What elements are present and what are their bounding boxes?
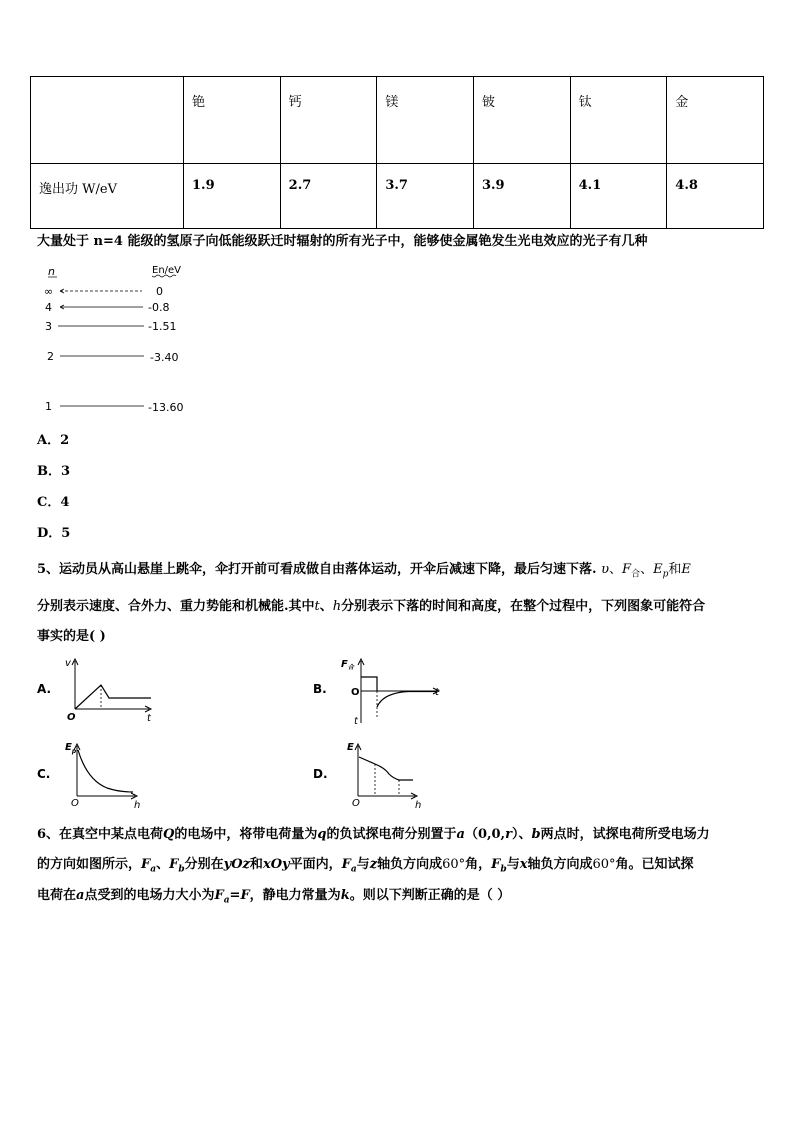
q6-text: 6、在真空中某点电荷 bbox=[37, 827, 164, 842]
angle-value: 60° bbox=[592, 857, 616, 872]
graph-d-y: E bbox=[347, 742, 354, 753]
metal-cell: 镁 bbox=[377, 77, 474, 164]
symbol-fa-sub: a bbox=[150, 864, 157, 875]
energy-level-diagram bbox=[40, 258, 210, 418]
graph-b-origin: O bbox=[351, 687, 360, 698]
metal-cell: 钛 bbox=[570, 77, 667, 164]
point-a: a bbox=[76, 888, 85, 903]
q6-text: 。则以下判断正确的是（ ） bbox=[349, 888, 511, 903]
symbol-ep: E bbox=[653, 562, 663, 577]
q6-text: 与 bbox=[506, 857, 520, 872]
graph-b-bottom-label: t bbox=[354, 716, 358, 727]
q6-line-3 bbox=[37, 884, 510, 906]
q6-line-1 bbox=[37, 823, 710, 842]
symbol-t: t bbox=[314, 599, 320, 614]
graph-b-x: t bbox=[435, 687, 439, 698]
graph-b-y: $F_合$ bbox=[341, 659, 354, 671]
symbol-fb: F bbox=[491, 857, 501, 872]
level-e-1: -13.60 bbox=[148, 401, 184, 414]
level-e-2: -3.40 bbox=[150, 351, 179, 364]
table-header-row bbox=[31, 77, 764, 164]
value-cell: 2.7 bbox=[280, 164, 377, 229]
equals-f: =F bbox=[229, 888, 250, 903]
graph-c-origin: O bbox=[71, 798, 79, 809]
level-n-1: 1 bbox=[45, 400, 52, 413]
value-cell: 3.7 bbox=[377, 164, 474, 229]
graph-c-label: C. bbox=[37, 767, 51, 781]
symbol-e: E bbox=[681, 562, 691, 577]
angle-value: 60° bbox=[442, 857, 466, 872]
axis-x: x bbox=[519, 857, 528, 872]
q5-text-2b: 分别表示下落的时间和高度，在整个过程中，下列图象可能符合 bbox=[341, 599, 706, 614]
q6-text: ，静电力常量为 bbox=[249, 888, 341, 903]
symbol-fa: F bbox=[341, 857, 351, 872]
work-function-table bbox=[30, 76, 764, 229]
q6-text: 角。已知试探 bbox=[615, 857, 694, 872]
symbol-k: k bbox=[340, 888, 350, 903]
q4-text: 大量处于 n=4 能级的氢原子向低能级跃迁时辐射的所有光子中，能够使金属铯发生光电效应的光子有几种 bbox=[37, 234, 648, 249]
graph-d-label: D. bbox=[313, 767, 328, 781]
q6-text: （0,0, bbox=[464, 827, 506, 842]
symbol-ep-sub: p bbox=[662, 569, 669, 580]
q4-option-d[interactable]: D．5 bbox=[37, 526, 71, 541]
q6-text: 点受到的电场力大小为 bbox=[84, 888, 215, 903]
symbol-fa-sub: a bbox=[223, 895, 230, 906]
graph-d[interactable] bbox=[313, 740, 453, 815]
level-n-2: 2 bbox=[47, 350, 54, 363]
metal-cell: 钙 bbox=[280, 77, 377, 164]
plane-yoz: yOz bbox=[223, 857, 250, 872]
metal-cell: 金 bbox=[667, 77, 764, 164]
separator: 、 bbox=[609, 562, 623, 577]
q6-text: 的电场中，将带电荷量为 bbox=[174, 827, 318, 842]
q4-option-b[interactable]: B．3 bbox=[37, 464, 71, 479]
q6-text: 分别在 bbox=[184, 857, 224, 872]
level-e-4: -0.8 bbox=[148, 301, 170, 314]
symbol-q-charge: Q bbox=[163, 827, 175, 842]
level-n-4: 4 bbox=[45, 301, 52, 314]
plane-xoy: xOy bbox=[262, 857, 290, 872]
q5-text-2a: 分别表示速度、合外力、重力势能和机械能.其中 bbox=[37, 599, 315, 614]
symbol-q: q bbox=[317, 827, 327, 842]
value-cell: 3.9 bbox=[473, 164, 570, 229]
table-corner-cell bbox=[31, 77, 184, 164]
q5-line-3: 事实的是( ) bbox=[37, 629, 106, 644]
q6-text: ）、 bbox=[511, 827, 532, 842]
symbol-fb: F bbox=[169, 857, 179, 872]
q6-text: 电荷在 bbox=[37, 888, 77, 903]
q6-text: 轴负方向成 bbox=[377, 857, 443, 872]
q6-text: 与 bbox=[356, 857, 370, 872]
q6-text: 两点时，试探电荷所受电场力 bbox=[540, 827, 710, 842]
q6-text: 轴负方向成 bbox=[527, 857, 593, 872]
symbol-h: h bbox=[332, 599, 342, 614]
symbol-r: r bbox=[505, 827, 512, 842]
value-cell: 4.8 bbox=[667, 164, 764, 229]
graph-d-origin: O bbox=[352, 798, 360, 809]
graph-d-x: h bbox=[415, 800, 422, 811]
graph-c[interactable] bbox=[37, 740, 177, 815]
point-a: a bbox=[456, 827, 465, 842]
row-label-cell: 逸出功 W/eV bbox=[31, 164, 184, 229]
q5-text-1: 5、运动员从高山悬崖上跳伞，伞打开前可看成做自由落体运动，开伞后减速下降，最后匀速下落. bbox=[37, 562, 597, 577]
q6-text: 平面内， bbox=[289, 857, 342, 872]
graph-b[interactable] bbox=[313, 655, 453, 730]
q6-text: 的方向如图所示， bbox=[37, 857, 142, 872]
q5-line-1 bbox=[37, 558, 691, 580]
and-word: 和 bbox=[668, 562, 682, 577]
graph-a-y: v bbox=[65, 658, 71, 669]
graph-c-y: $E_p$ bbox=[65, 742, 77, 755]
axis-z: z bbox=[369, 857, 378, 872]
symbol-f: F bbox=[622, 562, 632, 577]
symbol-f-sub: 合 bbox=[631, 569, 641, 580]
graph-a-origin: O bbox=[67, 712, 76, 723]
symbol-fb-sub: b bbox=[500, 864, 507, 875]
level-e-inf: 0 bbox=[156, 285, 163, 298]
graph-a-x: t bbox=[147, 713, 151, 724]
graph-a-label: A. bbox=[37, 682, 52, 696]
separator: 、 bbox=[319, 599, 333, 614]
n-header: n bbox=[48, 265, 55, 278]
separator: 、 bbox=[640, 562, 654, 577]
q6-text: 角， bbox=[465, 857, 492, 872]
value-cell: 4.1 bbox=[570, 164, 667, 229]
point-b: b bbox=[531, 827, 541, 842]
symbol-v: υ bbox=[601, 562, 610, 577]
graph-b-label: B. bbox=[313, 682, 327, 696]
q4-option-c[interactable]: C．4 bbox=[37, 495, 70, 510]
level-n-inf: ∞ bbox=[44, 285, 54, 298]
energy-header: En/eV bbox=[152, 265, 182, 276]
q6-text: 的负试探电荷分别置于 bbox=[326, 827, 457, 842]
symbol-fa: F bbox=[214, 888, 224, 903]
symbol-fb-sub: b bbox=[178, 864, 185, 875]
q6-line-2 bbox=[37, 853, 694, 875]
q6-text: 、 bbox=[156, 857, 170, 872]
graph-c-x: h bbox=[134, 800, 141, 811]
value-cell: 1.9 bbox=[184, 164, 281, 229]
q6-text: 和 bbox=[249, 857, 263, 872]
q4-option-a[interactable]: A．2 bbox=[37, 433, 70, 448]
table-value-row bbox=[31, 164, 764, 229]
metal-cell: 铯 bbox=[184, 77, 281, 164]
q5-line-2 bbox=[37, 595, 705, 614]
metal-cell: 铍 bbox=[473, 77, 570, 164]
symbol-fa-sub: a bbox=[350, 864, 357, 875]
level-e-3: -1.51 bbox=[148, 320, 177, 333]
symbol-fa: F bbox=[141, 857, 151, 872]
level-n-3: 3 bbox=[45, 320, 52, 333]
graph-a[interactable] bbox=[37, 655, 177, 725]
